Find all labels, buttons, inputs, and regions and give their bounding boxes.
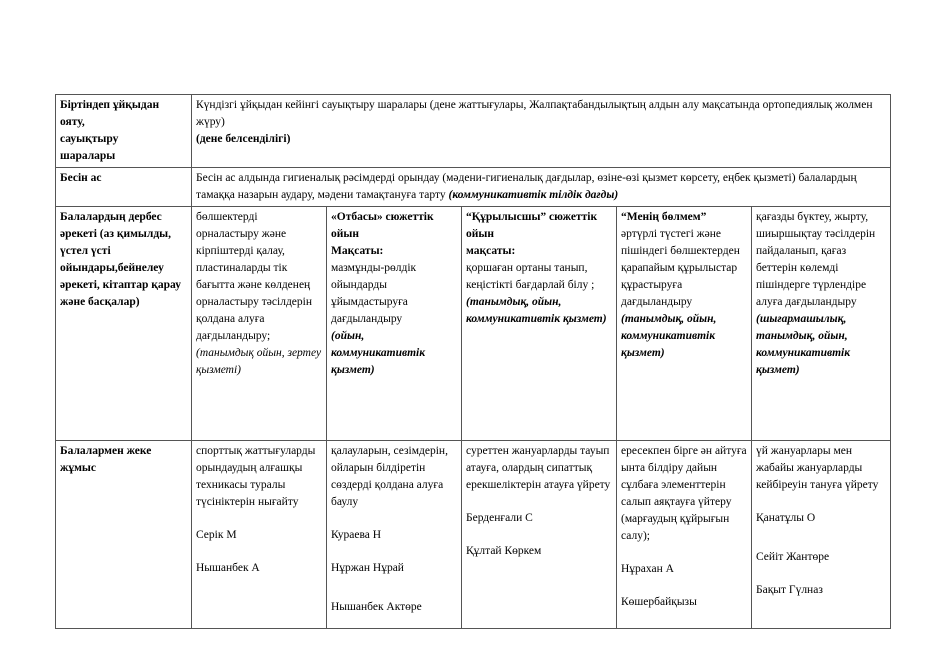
individual-cell-3	[462, 441, 617, 629]
activity-text: мазмұнды-рөлдік ойындарды ұйымдастыруға дағдыландыру	[331, 262, 417, 325]
child-name: Қанатұлы О	[756, 512, 816, 524]
health-row	[56, 95, 891, 168]
activity-note: (ойын, коммуникативтік қызмет)	[331, 330, 426, 376]
activity-cell-5	[752, 207, 891, 441]
individual-text: қалауларын, сезімдерін, ойларын білдіретін сөздерді қолдана алуға баулу	[331, 445, 448, 508]
activity-subtitle: Мақсаты:	[331, 245, 384, 257]
individual-row	[56, 441, 891, 629]
activity-text: бөлшектерді орналастыру және кірпіштерді қалау, пластиналарды тік бағытта және көлденең орналастыру тәсілдерін қолдана алуға дағдыландыру;	[196, 211, 313, 342]
snack-label: Бесін ас	[56, 168, 192, 207]
child-name: Нышанбек А	[196, 562, 260, 574]
activity-text: қағазды бүктеу, жырту, шиыршықтау тәсілдерін пайдаланып, қағаз беттерін көлемді пішіндерге түрлендіре алуға дағдыландыру	[756, 211, 876, 308]
child-name: Кураева Н	[331, 529, 382, 541]
child-name: Нышанбек Актөре	[331, 601, 422, 613]
activity-text: әртүрлі түстегі және пішіндегі бөлшектерден қарапайым құрылыстар құрастыруға дағдыландыру	[621, 228, 740, 308]
child-name: Көшербайқызы	[621, 596, 697, 608]
activity-subtitle: мақсаты:	[466, 245, 516, 257]
child-name: Нұржан Нұрай	[331, 562, 404, 574]
health-label-line: сауықтыру	[60, 133, 119, 145]
activity-title: “Менің бөлмем”	[621, 211, 707, 223]
child-name: Серік М	[196, 529, 237, 541]
schedule-table	[55, 94, 891, 629]
activity-note: (шығармашылық, танымдық, ойын, коммуникативтік қызмет)	[756, 313, 851, 376]
individual-label: Балалармен жеке жұмыс	[56, 441, 192, 629]
individual-text: суреттен жануарларды тауып атауға, олардың сипаттық ерекшеліктерін атауға үйрету	[466, 445, 611, 491]
activity-cell-2	[327, 207, 462, 441]
child-name: Сейіт Жантөре	[756, 551, 830, 563]
child-name: Нұрахан А	[621, 563, 674, 575]
activity-label: Балалардың дербес әрекеті (аз қимылды, үстел үсті ойындары,бейнелеу әрекеті, кітаптар қарау және басқалар)	[56, 207, 192, 441]
activity-cell-3	[462, 207, 617, 441]
individual-cell-2	[327, 441, 462, 629]
snack-content	[192, 168, 891, 207]
activity-title: “Құрылысшы” сюжеттік ойын	[466, 211, 598, 240]
health-label-line: шаралары	[60, 150, 116, 162]
individual-text: ересекпен бірге ән айтуға ынта білдіру дайын сұлбаға элементтерін салып аяқтауға үйтеру (марғаудың құйрығын салу);	[621, 445, 747, 542]
individual-text: спорттық жаттығуларды орындаудың алғашқы техникасы туралы түсініктерін нығайту	[196, 445, 316, 508]
activity-row	[56, 207, 891, 441]
activity-note: (танымдық, ойын, коммуникативтік қызмет)	[466, 296, 607, 325]
child-name: Құлтай Көркем	[466, 545, 542, 557]
individual-cell-5	[752, 441, 891, 629]
health-label-line: ояту,	[60, 116, 85, 128]
health-label	[56, 95, 192, 168]
individual-text: үй жануарлары мен жабайы жануарларды кейбіреуін тануға үйрету	[756, 445, 879, 491]
activity-cell-1	[192, 207, 327, 441]
activity-cell-4	[617, 207, 752, 441]
activity-title: «Отбасы» сюжеттік ойын	[331, 211, 434, 240]
snack-note: (коммуникативтік тілдік дағды)	[448, 189, 619, 201]
activity-note: (танымдық ойын, зертеу қызметі)	[196, 347, 322, 376]
health-text: Күндізгі ұйқыдан кейінгі сауықтыру шаралары (дене жаттығулары, Жалпақтабандылықтың алдын алу мақсатында ортопедиялық жолмен жүру)	[196, 99, 873, 128]
snack-text: Бесін ас алдында гигиеналық рәсімдерді орындау (мәдени-гигиеналық дағдылар, өзіне-өзі қызмет көрсету, еңбек қызметі) балалардың тамаққа назарын аудару, мәдени тамақтануға тарту	[196, 172, 857, 201]
activity-note: (танымдық, ойын, коммуникативтік қызмет)	[621, 313, 717, 359]
child-name: Бақыт Гүлназ	[756, 584, 823, 596]
health-note: (дене белсенділігі)	[196, 133, 291, 145]
activity-text: қоршаған ортаны танып, кеңістікті бағдарлай білу ;	[466, 262, 595, 291]
snack-row	[56, 168, 891, 207]
health-content	[192, 95, 891, 168]
individual-cell-1	[192, 441, 327, 629]
child-name: Берденғали С	[466, 512, 533, 524]
health-label-line: Біртіндеп ұйқыдан	[60, 99, 160, 111]
individual-cell-4	[617, 441, 752, 629]
